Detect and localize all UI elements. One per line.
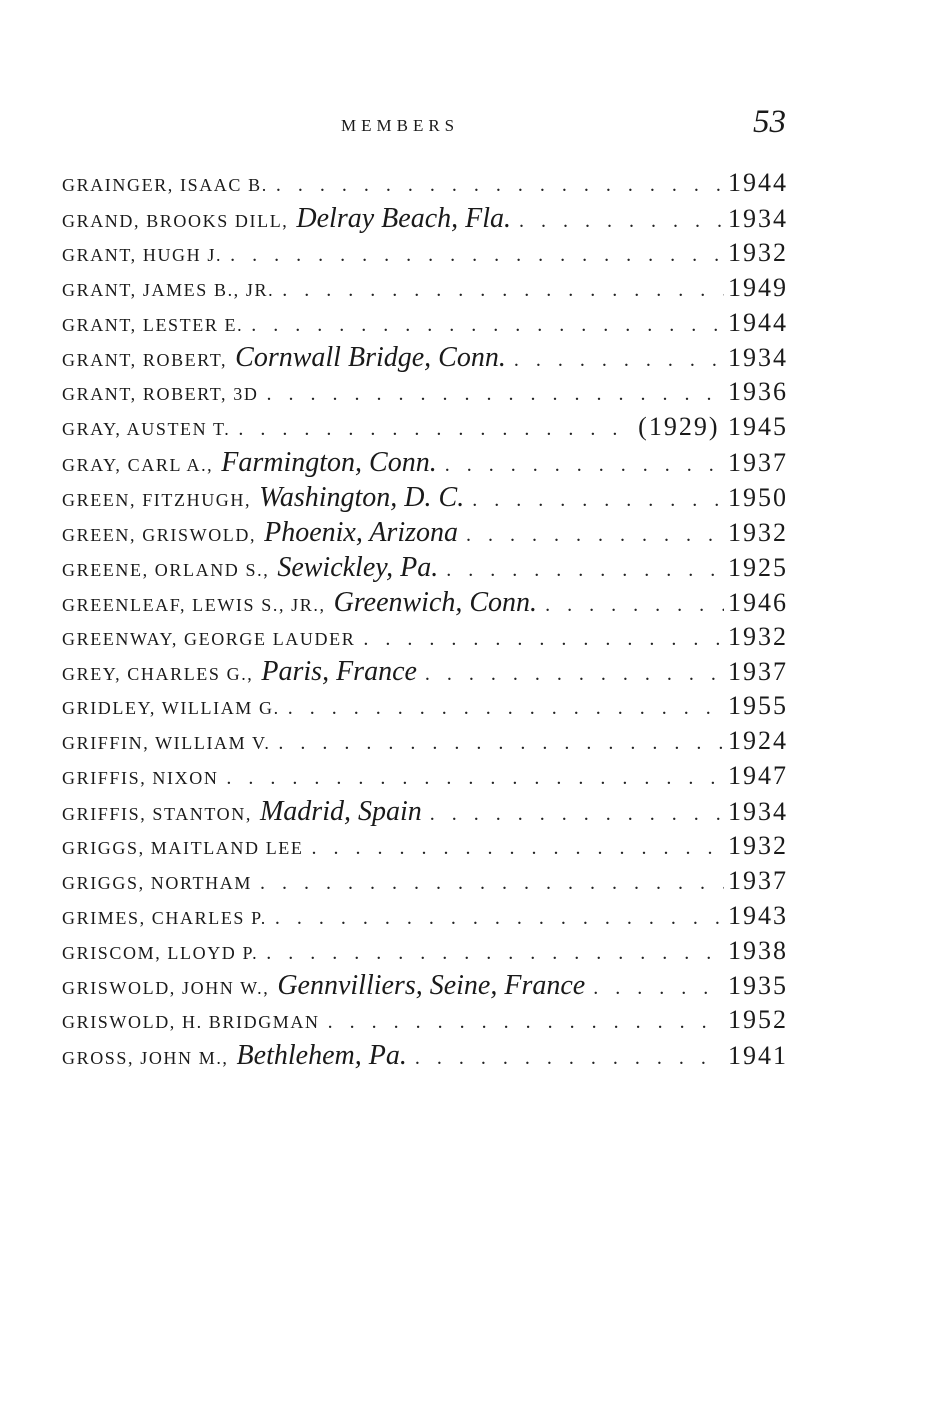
member-name: GRANT, JAMES B., JR. — [62, 279, 275, 300]
dot-leader — [226, 767, 724, 790]
member-name: GRIMES, CHARLES P. — [62, 907, 267, 928]
member-entry — [62, 726, 788, 761]
member-name: GRIFFIS, STANTON, — [62, 804, 252, 825]
member-name: GRAND, BROOKS DILL, — [62, 210, 289, 231]
member-entry — [62, 796, 788, 831]
member-name: GRANT, ROBERT, — [62, 350, 228, 371]
membership-year: 1955 — [728, 691, 788, 721]
member-location: Greenwich, Conn. — [333, 586, 538, 618]
member-location: Cornwall Bridge, Conn. — [235, 342, 506, 374]
member-entry — [62, 412, 788, 447]
membership-year: 1949 — [728, 272, 788, 302]
member-name: GRIGGS, NORTHAM — [62, 872, 252, 893]
member-entry — [62, 587, 788, 622]
dot-leader — [311, 837, 724, 860]
member-name: GRISWOLD, H. BRIDGMAN — [62, 1012, 320, 1033]
member-entry — [62, 168, 788, 203]
dot-leader — [328, 1011, 724, 1034]
dot-leader — [266, 383, 724, 406]
membership-year: 1938 — [728, 935, 788, 965]
dot-leader — [430, 803, 724, 826]
member-location: Sewickley, Pa. — [277, 551, 439, 583]
dot-leader — [472, 489, 724, 512]
dot-leader — [466, 524, 724, 547]
member-name: GROSS, JOHN M., — [62, 1048, 229, 1069]
membership-year: 1934 — [728, 797, 788, 827]
membership-year: 1950 — [728, 483, 788, 513]
member-entry — [62, 377, 788, 412]
dot-leader — [260, 872, 724, 895]
member-entry — [62, 273, 788, 308]
member-entry — [62, 622, 788, 657]
membership-year: 1925 — [728, 552, 788, 582]
membership-year: 1937 — [728, 448, 788, 478]
membership-year: 1934 — [728, 343, 788, 373]
member-name: GREY, CHARLES G., — [62, 664, 254, 685]
member-entry — [62, 866, 788, 901]
member-location: Washington, D. C. — [259, 482, 465, 514]
dot-leader — [446, 559, 724, 582]
member-entry — [62, 203, 788, 238]
page-number: 53 — [753, 104, 786, 140]
member-entry — [62, 1040, 788, 1075]
membership-year: 1932 — [728, 621, 788, 651]
member-list — [62, 168, 788, 1075]
dot-leader — [514, 349, 724, 372]
dot-leader — [230, 244, 724, 267]
member-entry — [62, 901, 788, 936]
membership-year: 1934 — [728, 203, 788, 233]
dot-leader — [266, 942, 724, 965]
dot-leader — [593, 977, 724, 1000]
member-name: GREEN, GRISWOLD, — [62, 524, 257, 545]
member-location: Delray Beach, Fla. — [296, 202, 511, 234]
membership-year: 1937 — [728, 657, 788, 687]
member-name: GRISCOM, LLOYD P. — [62, 942, 259, 963]
member-entry — [62, 342, 788, 377]
page-header — [0, 104, 941, 154]
membership-year: 1941 — [728, 1041, 788, 1071]
membership-year: 1952 — [728, 1005, 788, 1035]
membership-year: 1943 — [728, 900, 788, 930]
dot-leader — [282, 279, 724, 302]
member-location: Paris, France — [261, 656, 417, 688]
member-location: Gennvilliers, Seine, France — [277, 970, 586, 1002]
member-name: GRAY, AUSTEN T. — [62, 419, 231, 440]
dot-leader — [545, 594, 724, 617]
dot-leader — [238, 418, 634, 441]
member-entry — [62, 656, 788, 691]
membership-year: 1932 — [728, 830, 788, 860]
dot-leader — [425, 663, 724, 686]
member-entry — [62, 517, 788, 552]
dot-leader — [415, 1047, 724, 1070]
member-entry — [62, 970, 788, 1005]
member-name: GRIGGS, MAITLAND LEE — [62, 837, 304, 858]
dot-leader — [519, 210, 724, 233]
membership-year: 1932 — [728, 517, 788, 547]
member-location: Phoenix, Arizona — [264, 516, 459, 548]
membership-year: 1937 — [728, 865, 788, 895]
member-location: Madrid, Spain — [259, 796, 422, 828]
member-name: GRIDLEY, WILLIAM G. — [62, 698, 280, 719]
member-location: Bethlehem, Pa. — [236, 1040, 407, 1072]
membership-year: 1946 — [728, 587, 788, 617]
membership-year: 1947 — [728, 761, 788, 791]
membership-year: 1936 — [728, 377, 788, 407]
member-name: GRANT, LESTER E. — [62, 314, 244, 335]
member-name: GRISWOLD, JOHN W., — [62, 978, 270, 999]
membership-year: 1935 — [728, 971, 788, 1001]
member-name: GRAY, CARL A., — [62, 455, 214, 476]
dot-leader — [276, 174, 724, 197]
dot-leader — [275, 907, 724, 930]
membership-year: 1944 — [728, 168, 788, 197]
member-entry — [62, 447, 788, 482]
membership-year: 1924 — [728, 726, 788, 756]
member-entry — [62, 238, 788, 273]
member-name: GREEN, FITZHUGH, — [62, 490, 252, 511]
dot-leader — [288, 697, 724, 720]
membership-year: (1929) 1945 — [638, 412, 788, 442]
member-name: GRAINGER, ISAAC B. — [62, 175, 268, 195]
dot-leader — [445, 454, 724, 477]
dot-leader — [251, 314, 724, 337]
member-entry — [62, 1005, 788, 1040]
member-entry — [62, 936, 788, 971]
member-entry — [62, 831, 788, 866]
member-entry — [62, 482, 788, 517]
member-name: GREENWAY, GEORGE LAUDER — [62, 628, 356, 649]
member-name: GRIFFIN, WILLIAM V. — [62, 733, 271, 754]
running-head: MEMBERS — [341, 116, 460, 135]
member-name: GREENLEAF, LEWIS S., JR., — [62, 594, 326, 615]
member-entry — [62, 552, 788, 587]
member-entry — [62, 308, 788, 343]
dot-leader — [363, 628, 724, 651]
membership-year: 1944 — [728, 307, 788, 337]
member-location: Farmington, Conn. — [221, 447, 437, 479]
member-name: GRIFFIS, NIXON — [62, 768, 219, 789]
member-entry — [62, 691, 788, 726]
member-entry — [62, 761, 788, 796]
member-name: GRANT, HUGH J. — [62, 244, 223, 265]
membership-year: 1932 — [728, 237, 788, 267]
member-name: GREENE, ORLAND S., — [62, 559, 270, 580]
member-name: GRANT, ROBERT, 3D — [62, 384, 259, 405]
dot-leader — [278, 732, 724, 755]
